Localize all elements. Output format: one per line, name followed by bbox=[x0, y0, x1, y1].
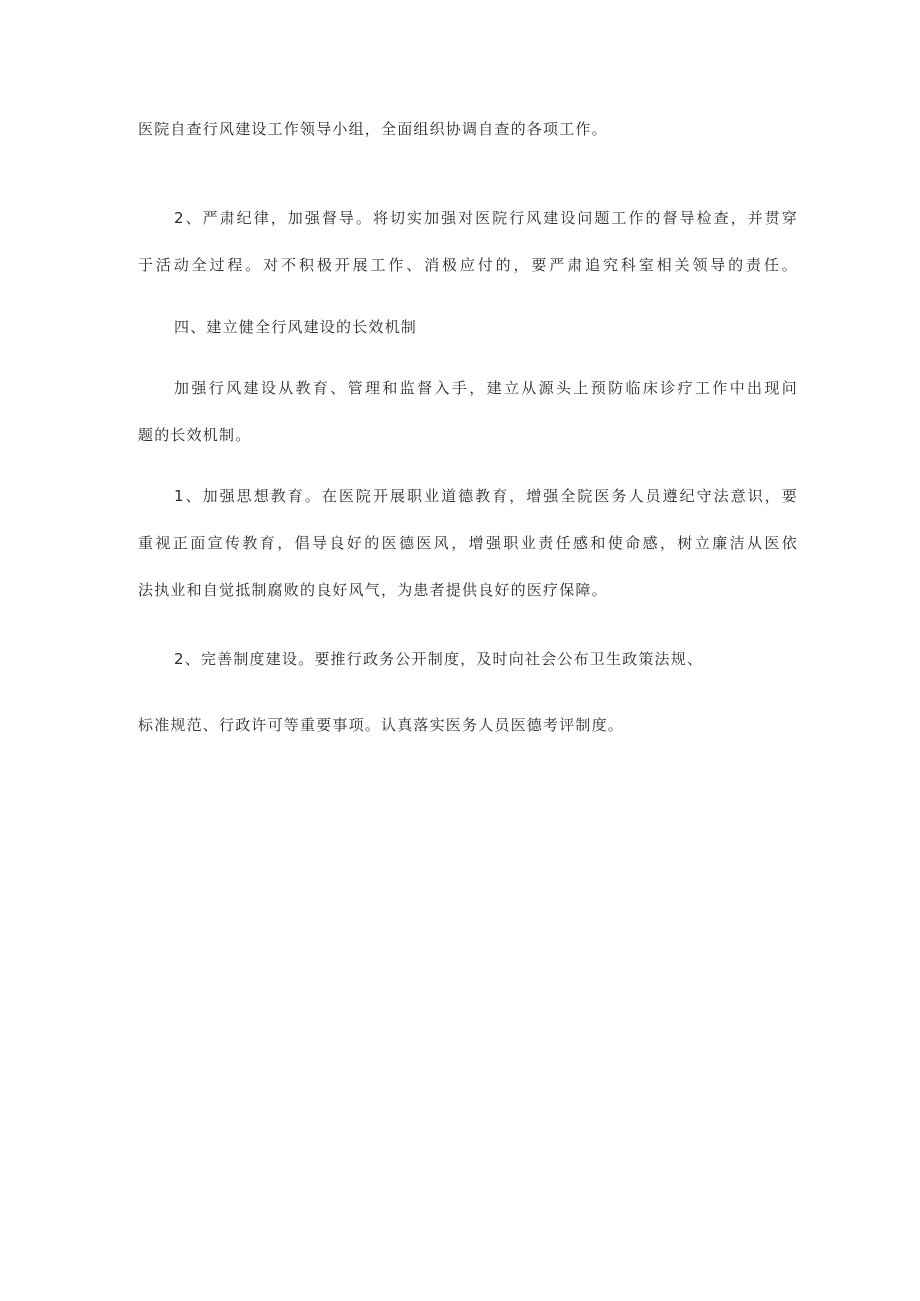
paragraph-line: 重视正面宣传教育，倡导良好的医德医风，增强职业责任感和使命感，树立廉洁从医依 bbox=[138, 534, 798, 552]
paragraph-line: 2、完善制度建设。要推行政务公开制度，及时向社会公布卫生政策法规、 bbox=[174, 650, 704, 668]
paragraph-line: 医院自查行风建设工作领导小组，全面组织协调自查的各项工作。 bbox=[138, 120, 608, 138]
paragraph-line: 标准规范、行政许可等重要事项。认真落实医务人员医德考评制度。 bbox=[138, 716, 625, 734]
paragraph-line: 2、严肃纪律，加强督导。将切实加强对医院行风建设问题工作的督导检查，并贯穿 bbox=[174, 209, 798, 227]
paragraph-line: 于活动全过程。对不积极开展工作、消极应付的，要严肃追究科室相关领导的责任。 bbox=[138, 256, 798, 274]
paragraph-line: 1、加强思想教育。在医院开展职业道德教育，增强全院医务人员遵纪守法意识，要 bbox=[174, 487, 798, 505]
section-heading: 四、建立健全行风建设的长效机制 bbox=[174, 318, 418, 336]
paragraph-line: 加强行风建设从教育、管理和监督入手，建立从源头上预防临床诊疗工作中出现问 bbox=[174, 379, 798, 397]
paragraph-line: 题的长效机制。 bbox=[138, 426, 252, 444]
paragraph-line: 法执业和自觉抵制腐败的良好风气，为患者提供良好的医疗保障。 bbox=[138, 581, 608, 599]
